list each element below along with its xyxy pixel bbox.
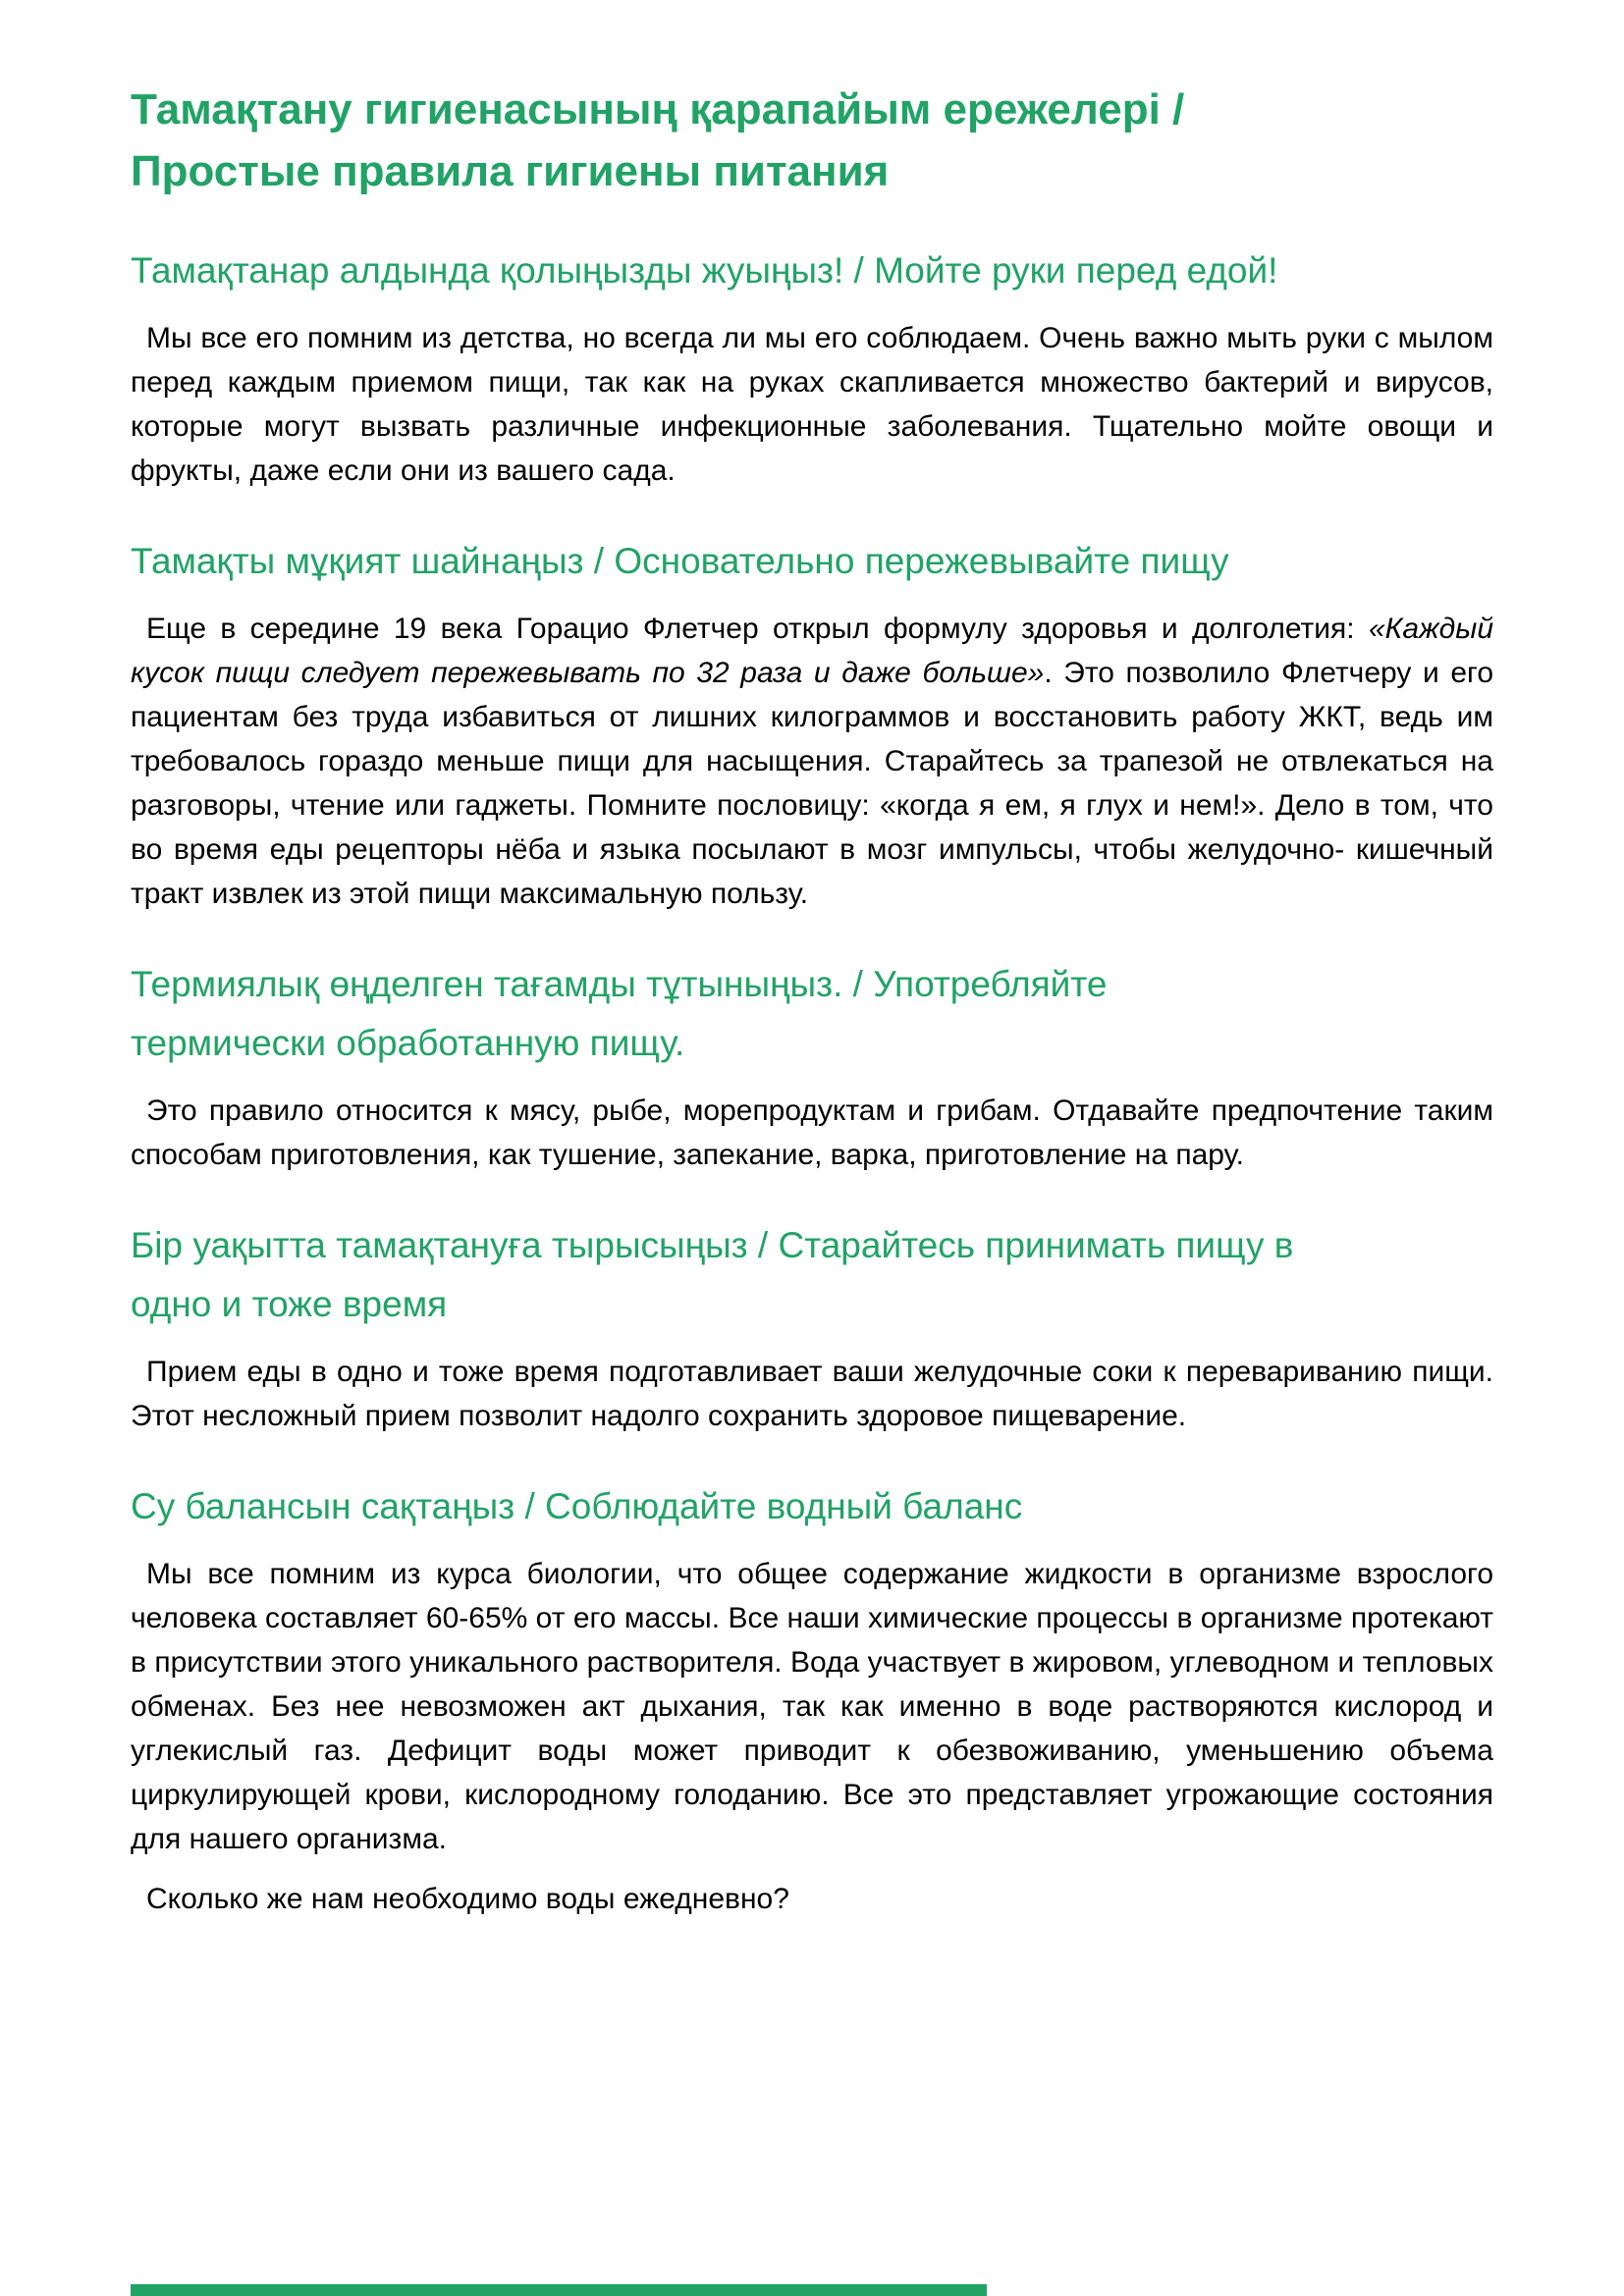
body-paragraph: Прием еды в одно и тоже время подготавливает ваши желудочные соки к перевариванию пищи. Этот несложный прием позволит надолго сохранить здоровое пищеварение. [131,1356,1493,1432]
heading-line: Термиялық өңделген тағамды тұтыныңыз. / Употребляйте [131,964,1108,1004]
section-heading [131,1216,1493,1334]
heading-line: Тамақты мұқият шайнаңыз / Основательно пережевывайте пищу [131,541,1229,581]
section-heading [131,532,1493,591]
paragraph-text: Еще в середине 19 века Горацио Флетчер открыл формулу здоровья и долголетия: [146,613,1369,645]
section-eat-same-time [131,1216,1493,1438]
green-divider-bar [131,2284,987,2296]
heading-line: одно и тоже время [131,1284,448,1324]
section-heading [131,955,1493,1073]
body-paragraph: Это правило относится к мясу, рыбе, морепродуктам и грибам. Отдавайте предпочтение таким способам приготовления, как тушение, запекание, варка, приготовление на пару. [131,1095,1493,1171]
italic-quote: «Каждый кусок пищи следует пережевывать по 32 раза и даже больше» [131,613,1493,689]
section-water-balance [131,1477,1493,1921]
paragraph-text: . Это позволило Флетчеру и его пациентам без труда избавиться от лишних килограммов и восстановить работу ЖКТ, ведь им требовалось гораздо меньше пищи для насыщения. Старайтесь за трапезой не отвлекаться на разговоры, чтение или гаджеты. Помните пословицу: «когда я ем, я глух и нем!». Дело в том, что во время еды рецепторы нёба и языка посылают в мозг импульсы, чтобы желудочно- кишечный тракт извлек из этой пищи максимальную пользу. [131,657,1494,910]
body-paragraph [131,607,1493,916]
heading-line: Тамақтанар алдында қолыңызды жуыңыз! / Мойте руки перед едой! [131,250,1278,291]
title-line: Тамақтану гигиенасының қарапайым ережелері / [131,85,1185,133]
body-paragraph: Мы все помним из курса биологии, что общее содержание жидкости в организме взрослого человека составляет 60-65% от его массы. Все наши химические процессы в организме протекают в присутствии этого уникального растворителя. Вода участвует в жировом, углеводном и тепловых обменах. Без нее невозможен акт дыхания, так как именно в воде растворяются кислород и углекислый газ. Дефицит воды может приводит к обезвоживанию, уменьшению объема циркулирующей крови, кислородному голоданию. Все это представляет угрожающие состояния для нашего организма. [131,1558,1493,1855]
heading-line: термически обработанную пищу. [131,1023,685,1063]
section-heat-treated-food [131,955,1493,1177]
section-heading [131,241,1493,300]
section-chew-thoroughly [131,532,1493,916]
closing-question: Сколько же нам необходимо воды ежедневно? [146,1883,789,1915]
title-line: Простые правила гигиены питания [131,147,890,195]
page-title [131,79,1493,202]
section-wash-hands [131,241,1493,493]
section-heading [131,1477,1493,1536]
body-paragraph: Мы все его помним из детства, но всегда ли мы его соблюдаем. Очень важно мыть руки с мылом перед каждым приемом пищи, так как на руках скапливается множество бактерий и вирусов, которые могут вызвать различные инфекционные заболевания. Тщательно мойте овощи и фрукты, даже если они из вашего сада. [131,322,1493,487]
heading-line: Бір уақытта тамақтануға тырысыңыз / Старайтесь принимать пищу в [131,1225,1294,1265]
heading-line: Су балансын сақтаңыз / Соблюдайте водный баланс [131,1486,1023,1526]
